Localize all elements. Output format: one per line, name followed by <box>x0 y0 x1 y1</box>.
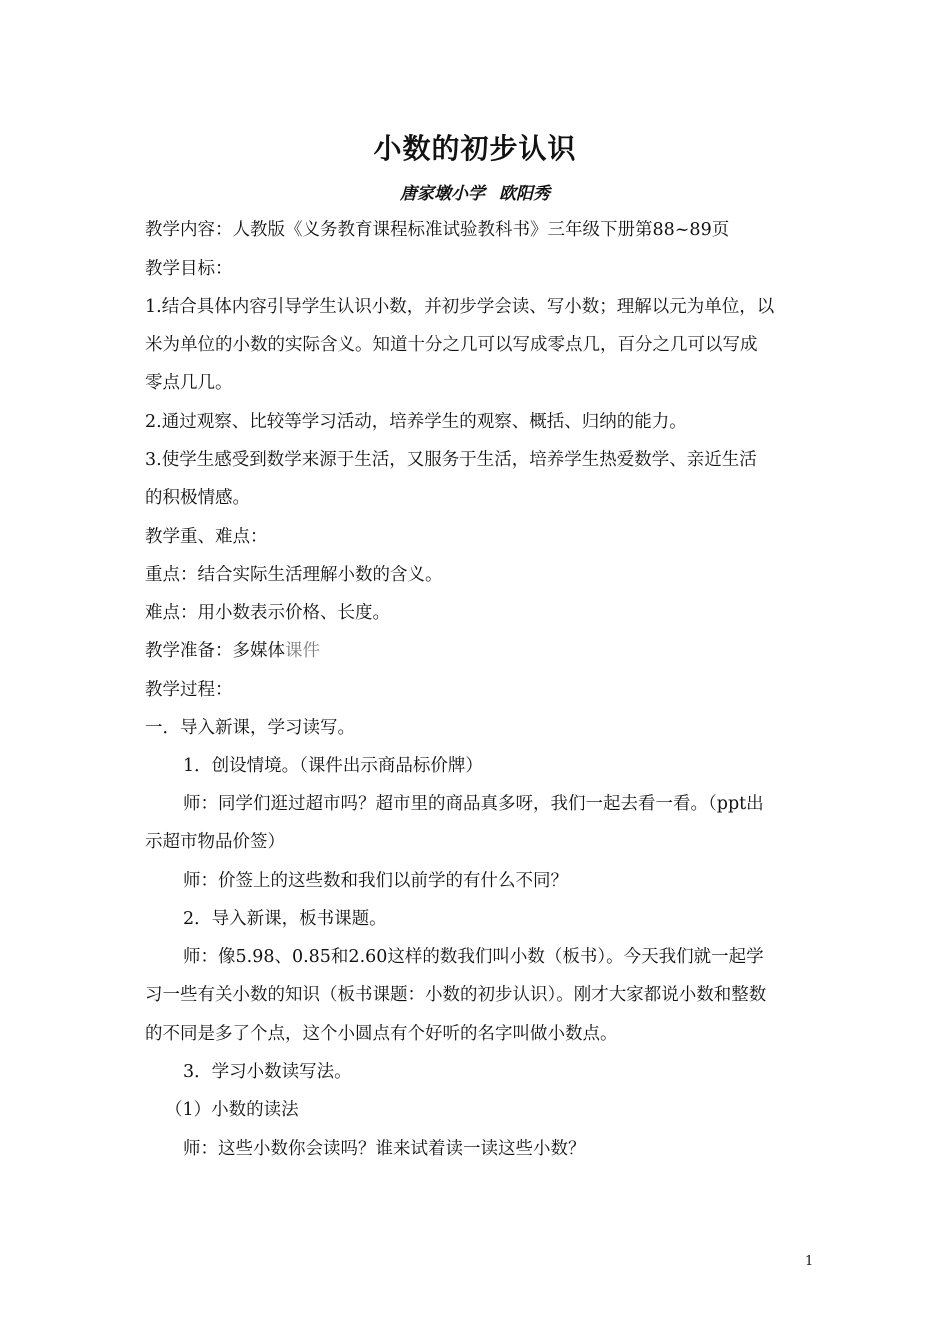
page-number: 1 <box>805 1254 814 1269</box>
teacher-line-3-cont-1: 习一些有关小数的知识（板书课题：小数的初步认识）。刚才大家都说小数和整数 <box>145 985 767 1005</box>
teacher-line-2: 师：价签上的这些数和我们以前学的有什么不同？ <box>183 871 568 891</box>
objective-1-line-2: 米为单位的小数的实际含义。知道十分之几可以写成零点几，百分之几可以写成 <box>145 335 758 355</box>
teacher-line-3: 师：像5.98、0.85和2.60这样的数我们叫小数（板书）。今天我们就一起学 <box>183 947 764 967</box>
step-3-heading: 3．学习小数读写法。 <box>183 1062 352 1082</box>
preparation-label: 教学准备：多媒体 <box>145 641 285 661</box>
objective-3-line-1: 3.使学生感受到数学来源于生活，又服务于生活，培养学生热爱数学、亲近生活 <box>145 450 757 470</box>
key-point: 重点：结合实际生活理解小数的含义。 <box>145 565 443 585</box>
step-1-heading: 1．创设情境。（课件出示商品标价牌） <box>183 756 483 776</box>
teacher-line-1-cont: 示超市物品价签） <box>145 832 285 852</box>
teacher-line-3-cont-2: 的不同是多了个点，这个小圆点有个好听的名字叫做小数点。 <box>145 1024 618 1044</box>
teaching-content: 教学内容：人教版《义务教育课程标准试验教科书》三年级下册第88~89页 <box>145 220 730 240</box>
objective-3-line-2: 的积极情感。 <box>145 488 250 508</box>
preparation <box>145 639 810 663</box>
author-line <box>0 179 950 204</box>
objective-2: 2.通过观察、比较等学习活动，培养学生的观察、概括、归纳的能力。 <box>145 412 687 432</box>
teacher-line-4: 师：这些小数你会读吗？谁来试着读一读这些小数？ <box>183 1139 586 1159</box>
author-school: 唐家墩小学 <box>400 184 485 204</box>
substep-1-heading: （1）小数的读法 <box>165 1100 299 1120</box>
difficult-point: 难点：用小数表示价格、长度。 <box>145 603 390 623</box>
objectives-heading: 教学目标： <box>145 259 233 279</box>
courseware-text: 课件 <box>285 641 320 661</box>
teacher-line-1: 师：同学们逛过超市吗？超市里的商品真多呀，我们一起去看一看。（ppt出 <box>183 794 764 814</box>
document-title: 小数的初步认识 <box>373 132 577 165</box>
key-points-heading: 教学重、难点： <box>145 527 268 547</box>
objective-1-line-1: 1.结合具体内容引导学生认识小数，并初步学会读、写小数；理解以元为单位，以 <box>145 297 775 317</box>
section-1-heading: 一．导入新课，学习读写。 <box>145 718 355 738</box>
author-name: 欧阳秀 <box>499 184 550 204</box>
process-heading: 教学过程： <box>145 680 233 700</box>
step-2-heading: 2．导入新课，板书课题。 <box>183 909 387 929</box>
objective-1-line-3: 零点几几。 <box>145 373 233 393</box>
